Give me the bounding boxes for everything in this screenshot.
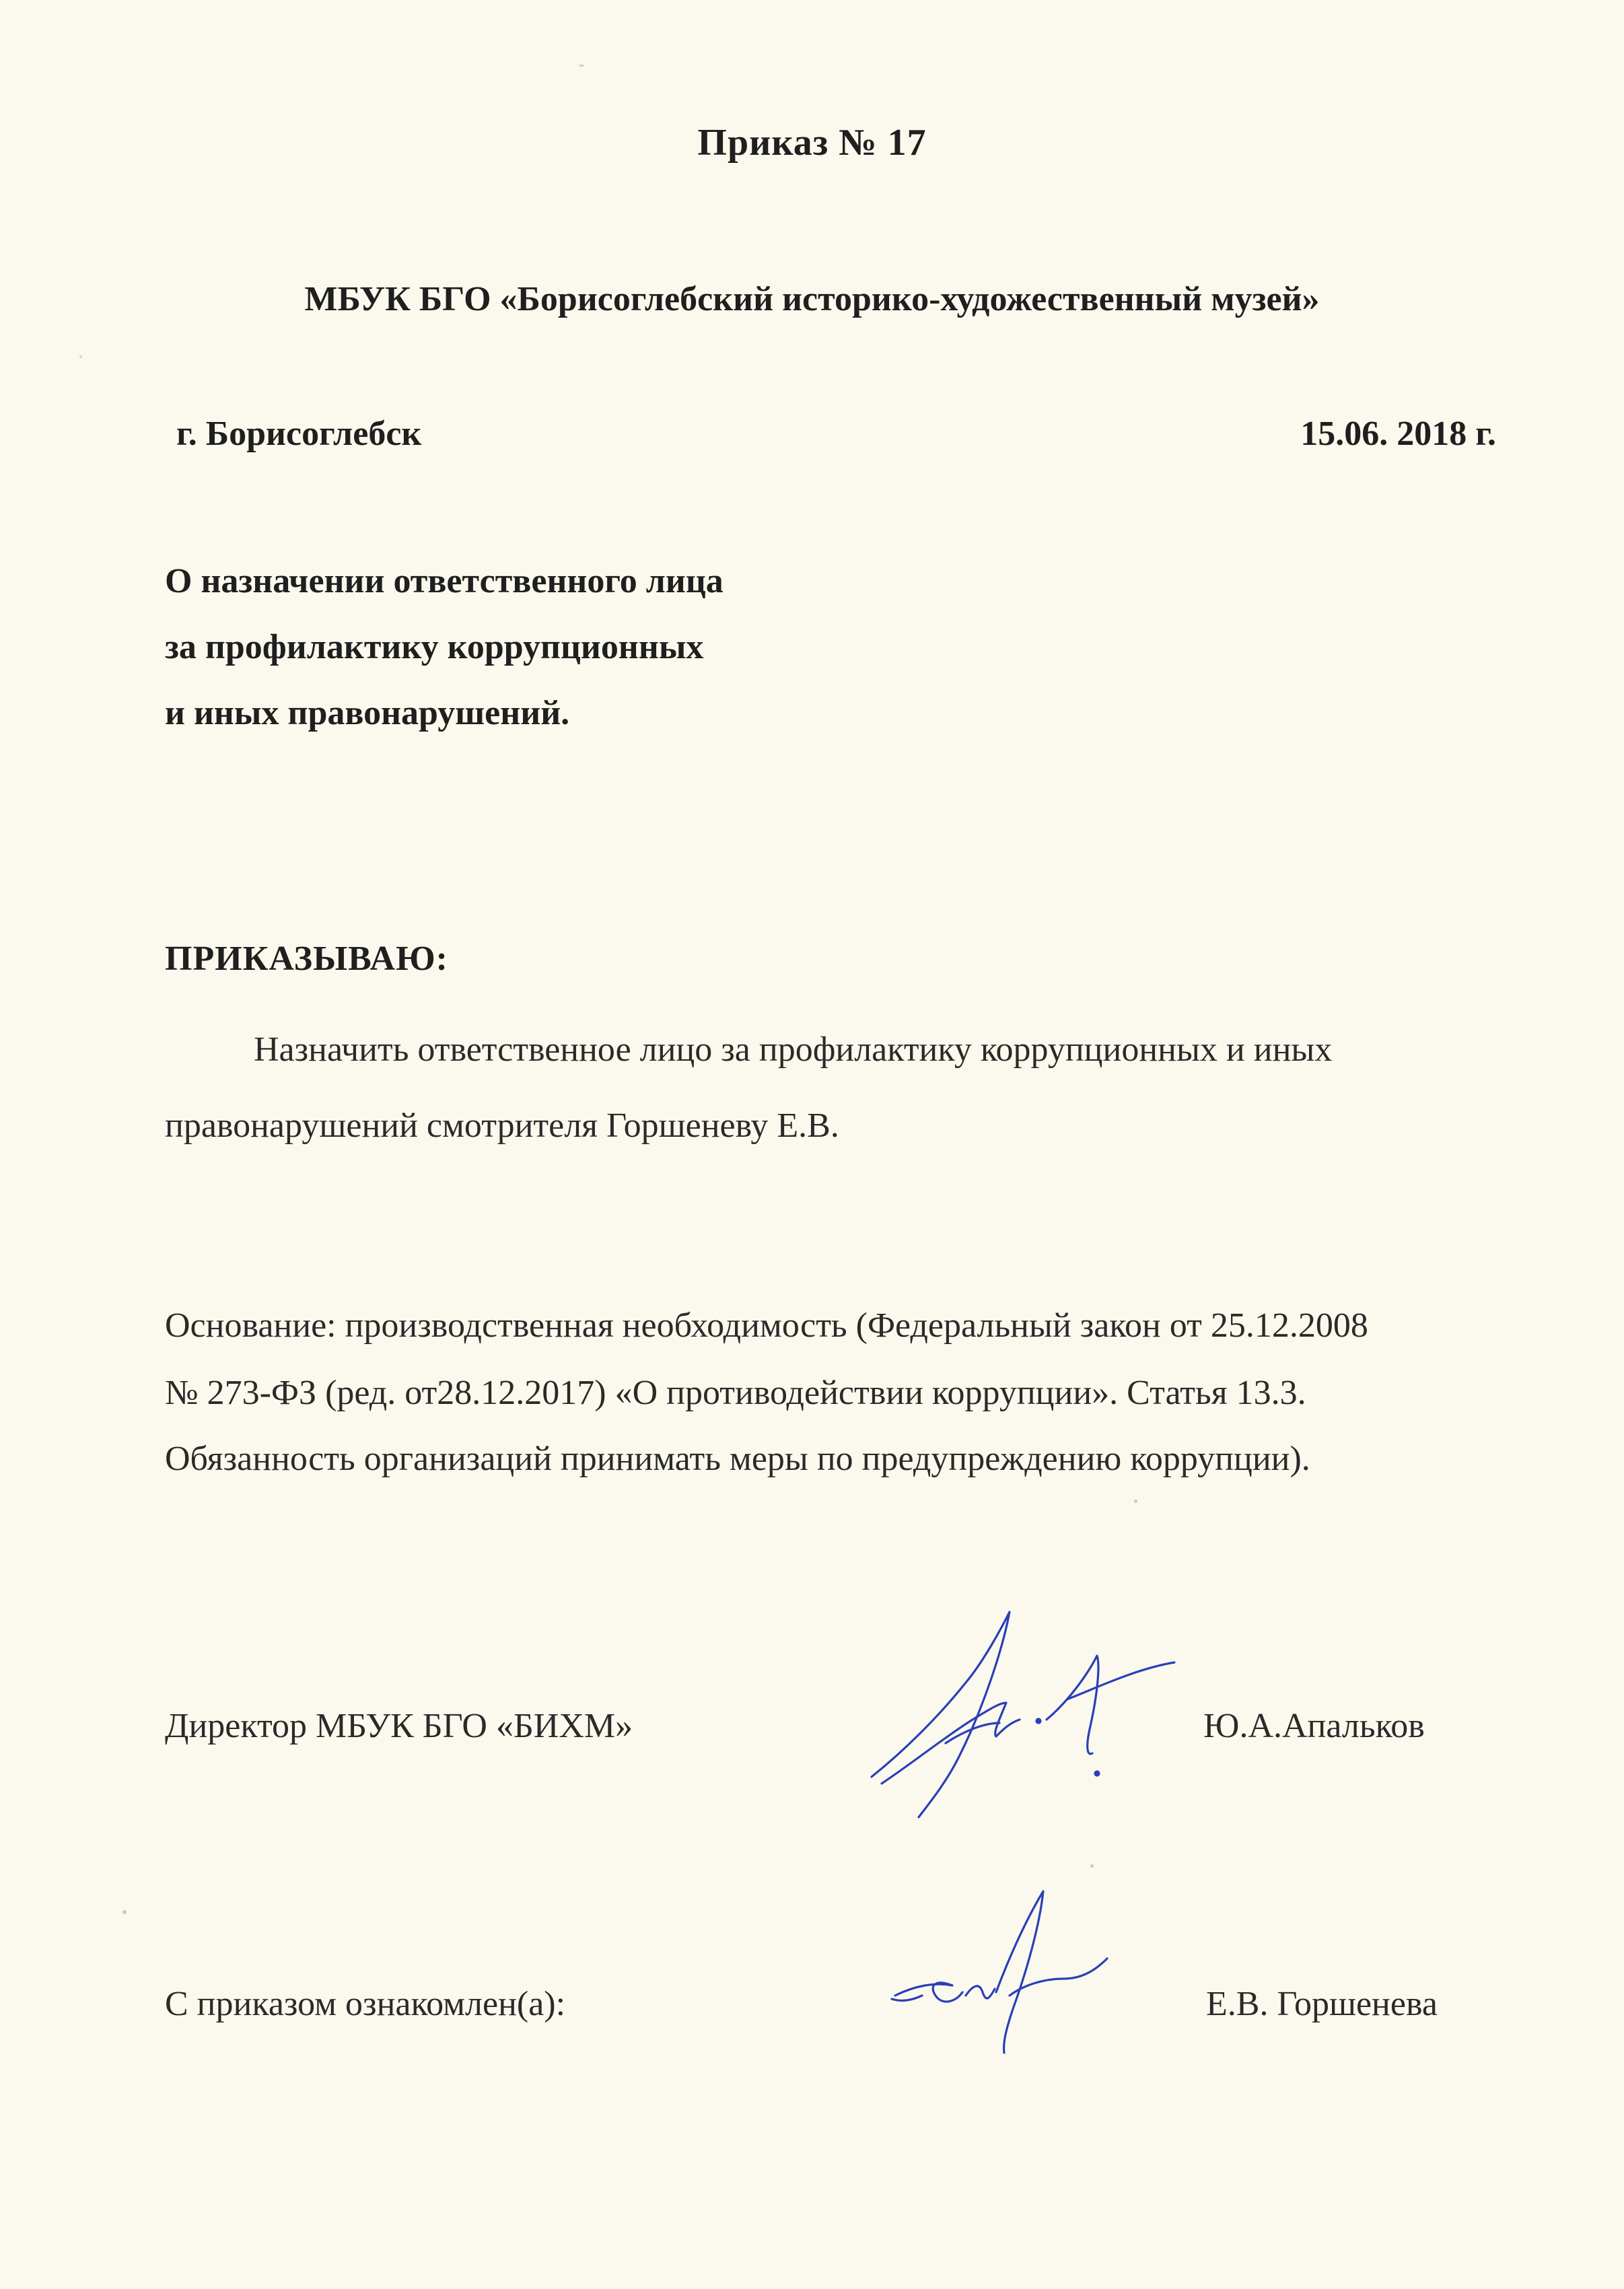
acknowledgement-label: С приказом ознакомлен(а): [165, 1985, 566, 2023]
basis-line: № 273-ФЗ (ред. от28.12.2017) «О противодействии коррупции». Статья 13.3. [165, 1374, 1306, 1412]
basis-line: Основание: производственная необходимость (Федеральный закон от 25.12.2008 [165, 1306, 1368, 1345]
subject-line: и иных правонарушений. [165, 694, 570, 732]
director-name: Ю.А.Апальков [1203, 1707, 1425, 1745]
city: г. Борисоглебск [176, 415, 422, 453]
subject-line: О назначении ответственного лица [165, 562, 723, 600]
subject-line: за профилактику коррупционных [165, 628, 704, 666]
order-text-line: правонарушений смотрителя Горшеневу Е.В. [165, 1106, 839, 1145]
scan-speck [1134, 1500, 1137, 1503]
scan-speck [579, 65, 584, 67]
order-text-line: Назначить ответственное лицо за профилактику коррупционных и иных [254, 1030, 1333, 1069]
scan-speck [1090, 1864, 1094, 1868]
acknowledgement-name: Е.В. Горшенева [1206, 1985, 1438, 2023]
director-signature-icon [865, 1602, 1181, 1831]
scan-speck [122, 1910, 127, 1914]
order-heading: ПРИКАЗЫВАЮ: [165, 940, 448, 978]
scan-speck [79, 355, 82, 358]
basis-line: Обязанность организаций принимать меры по предупреждению коррупции). [165, 1440, 1310, 1478]
organization-name: МБУК БГО «Борисоглебский историко-художественный музей» [304, 280, 1320, 318]
order-title: Приказ № 17 [697, 122, 927, 164]
order-date: 15.06. 2018 г. [1300, 415, 1496, 453]
acknowledgement-signature-icon [888, 1885, 1110, 2059]
director-label: Директор МБУК БГО «БИХМ» [165, 1707, 633, 1745]
